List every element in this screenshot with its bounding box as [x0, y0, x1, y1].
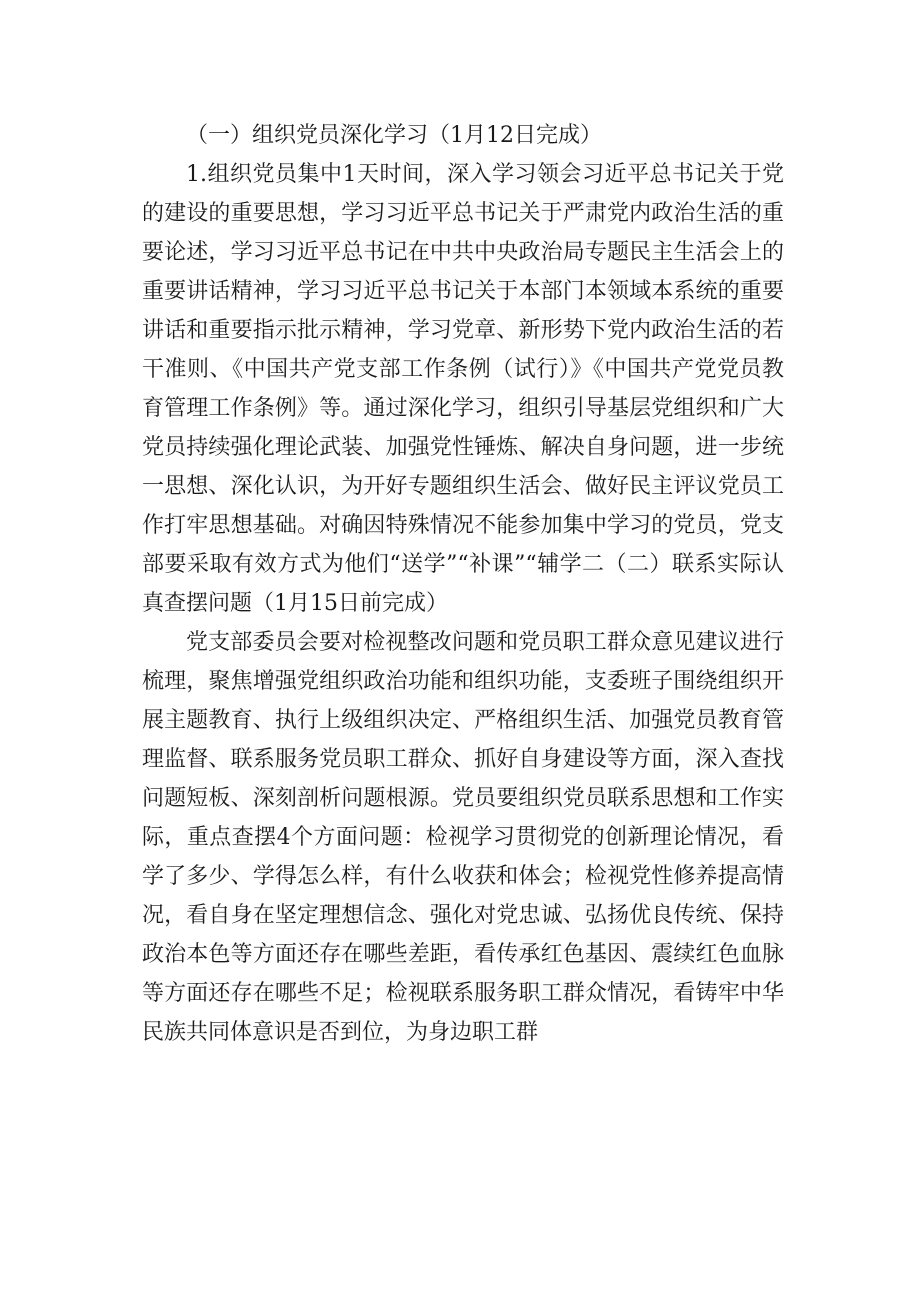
section-heading: （一）组织党员深化学习（1月12日完成） [186, 123, 602, 148]
document-body [142, 116, 784, 1052]
paragraph-problems: 党支部委员会要对检视整改问题和党员职工群众意见建议进行梳理，聚焦增强党组织政治功能和组织功能，支委班子围绕组织开展主题教育、执行上级组织决定、严格组织生活、加强党员教育管理监督、联系服务党员职工群众、抓好自身建设等方面，深入查找问题短板、深刻剖析问题根源。党员要组织党员联系思想和工作实际，重点查摆4个方面问题：检视学习贯彻党的创新理论情况，看学了多少、学得怎么样，有什么收获和体会；检视党性修养提高情况，看自身在坚定理想信念、强化对党忠诚、弘扬优良传统、保持政治本色等方面还存在哪些差距，看传承红色基因、震续红色血脉等方面还存在哪些不足；检视联系服务职工群众情况，看铸牢中华民族共同体意识是否到位，为身边职工群 [142, 630, 784, 1045]
paragraph-study: 1.组织党员集中1天时间，深入学习领会习近平总书记关于党的建设的重要思想，学习习近平总书记关于严肃党内政治生活的重要论述，学习习近平总书记在中共中央政治局专题民主生活会上的重要讲话精神，学习习近平总书记关于本部门本领域本系统的重要讲话和重要指示批示精神，学习党章、新形势下党内政治生活的若干准则、《中国共产党支部工作条例（试行）》《中国共产党党员教育管理工作条例》等。通过深化学习，组织引导基层党组织和广大党员持续强化理论武装、加强党性锤炼、解决自身问题，进一步统一思想、深化认识，为开好专题组织生活会、做好民主评议党员工作打牢思想基础。对确因特殊情况不能参加集中学习的党员，党支部要采取有效方式为他们“送学”“补课”“辅学二（二）联系实际认真查摆问题（1月15日前完成） [142, 162, 784, 616]
